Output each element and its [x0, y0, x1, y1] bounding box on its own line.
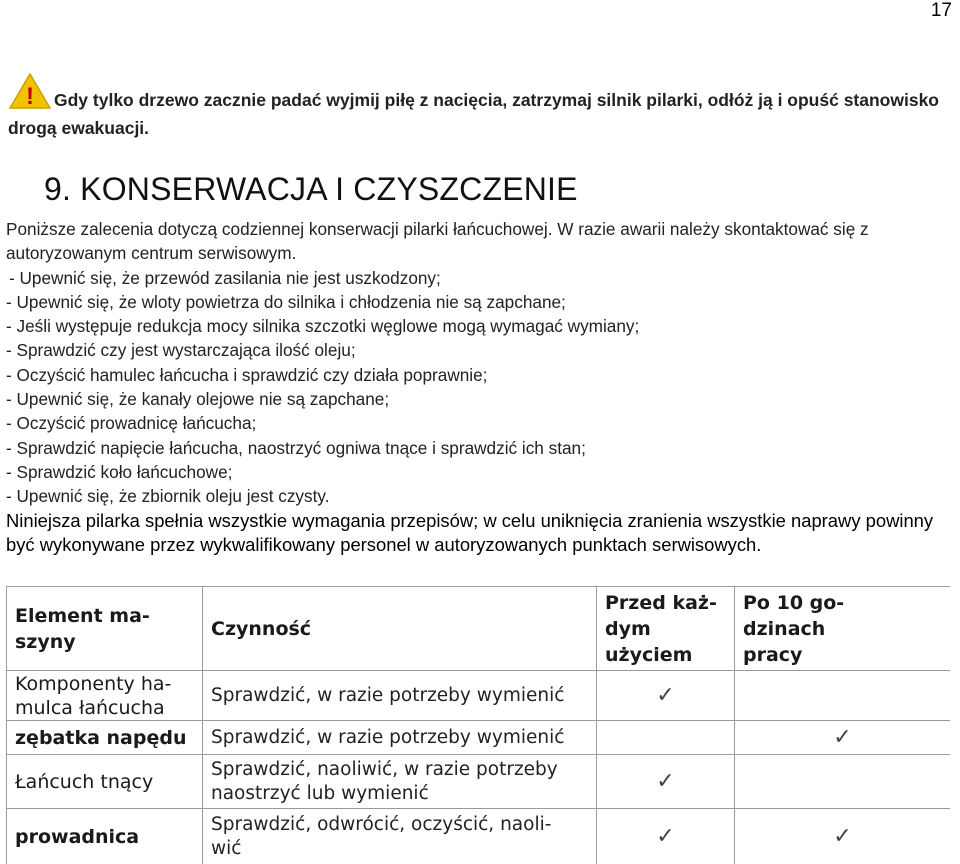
list-item: - Upewnić się, że przewód zasilania nie jest uszkodzony;: [9, 267, 441, 288]
checkmark-icon: ✓: [597, 671, 735, 721]
row-action: Sprawdzić, w razie potrzeby wymienić: [203, 671, 597, 721]
list-item: - Upewnić się, że kanały olejowe nie są zapchane;: [6, 389, 390, 410]
list-item: - Sprawdzić czy jest wystarczająca ilość oleju;: [6, 340, 356, 361]
table-row: [7, 809, 951, 864]
list-item: - Sprawdzić napięcie łańcucha, naostrzyć ogniwa tnące i sprawdzić ich stan;: [6, 437, 586, 458]
service-notice: Niniejsza pilarka spełnia wszystkie wymagania przepisów; w celu uniknięcia zranienia wszystkie naprawy powinny być wykonywane przez wykwalifikowany personel w autoryzowanych punktach serwisowych.: [6, 509, 934, 555]
checkmark-icon: [597, 721, 735, 755]
checkmark-icon: ✓: [597, 755, 735, 809]
maintenance-instructions: [6, 217, 956, 557]
list-item: - Sprawdzić koło łańcuchowe;: [6, 461, 233, 482]
list-item: - Oczyścić hamulec łańcucha i sprawdzić czy działa poprawnie;: [6, 364, 488, 385]
svg-text:!: !: [26, 83, 34, 110]
checkmark-icon: [735, 755, 951, 809]
header-before-use: Przed każ- dym użyciem: [597, 587, 735, 671]
row-element: prowadnica: [7, 809, 203, 864]
list-item: - Oczyścić prowadnicę łańcucha;: [6, 413, 257, 434]
row-action: Sprawdzić, w razie potrzeby wymienić: [203, 721, 597, 755]
list-item: - Upewnić się, że zbiornik oleju jest czysty.: [6, 486, 330, 507]
row-action: Sprawdzić, odwrócić, oczyścić, naoli- wić: [203, 809, 597, 864]
warning-triangle-icon: [8, 72, 52, 116]
row-element: Komponenty ha- mulca łańcucha: [7, 671, 203, 721]
page-number: 17: [930, 0, 952, 21]
list-item: - Upewnić się, że wloty powietrza do silnika i chłodzenia nie są zapchane;: [6, 291, 566, 312]
list-item: - Jeśli występuje redukcja mocy silnika szczotki węglowe mogą wymagać wymiany;: [6, 316, 640, 337]
row-element: zębatka napędu: [7, 721, 203, 755]
header-element: Element ma- szyny: [7, 587, 203, 671]
checkmark-icon: ✓: [735, 809, 951, 864]
maintenance-table: [6, 586, 950, 864]
warning-text: Gdy tylko drzewo zacznie padać wyjmij piłę z nacięcia, zatrzymaj silnik pilarki, odłóż ją i opuść stanowisko drogą ewakuacji.: [8, 90, 939, 138]
section-intro: Poniższe zalecenia dotyczą codziennej konserwacji pilarki łańcuchowej. W razie awarii należy skontaktować się z autoryzowanym centrum serwisowym.: [6, 219, 869, 264]
header-action: Czynność: [203, 587, 597, 671]
row-action: Sprawdzić, naoliwić, w razie potrzeby naostrzyć lub wymienić: [203, 755, 597, 809]
table-row: [7, 721, 951, 755]
maintenance-table-image: [6, 586, 950, 864]
checkmark-icon: [735, 671, 951, 721]
table-header-row: [7, 587, 951, 671]
checkmark-icon: ✓: [735, 721, 951, 755]
warning-note: [8, 72, 948, 140]
section-title: 9. KONSERWACJA I CZYSZCZENIE: [44, 171, 578, 207]
table-row: [7, 671, 951, 721]
checkmark-icon: ✓: [597, 809, 735, 864]
table-row: [7, 755, 951, 809]
row-element: Łańcuch tnący: [7, 755, 203, 809]
header-after-10h: Po 10 go- dzinach pracy: [735, 587, 951, 671]
